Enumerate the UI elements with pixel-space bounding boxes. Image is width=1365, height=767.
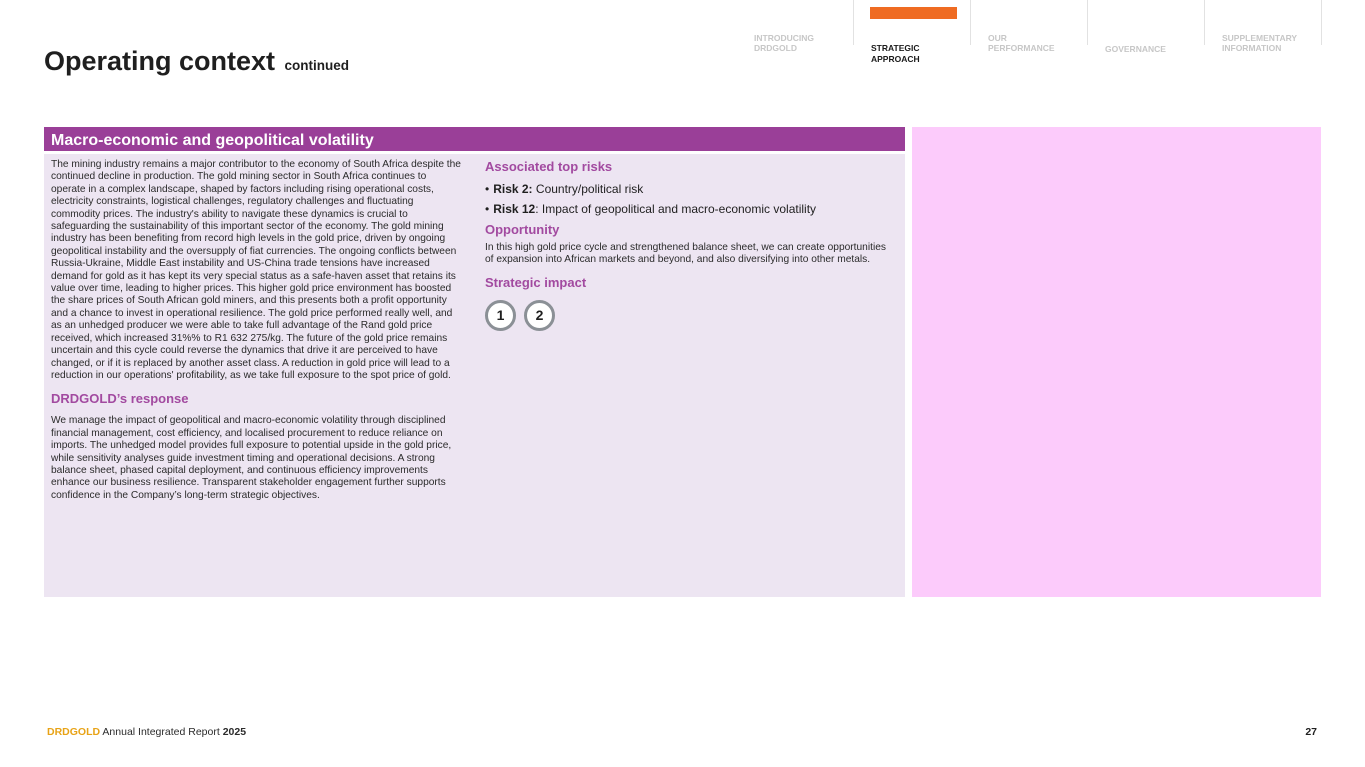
nav-tab-label: INTRODUCING DRDGOLD xyxy=(754,32,814,53)
nav-tab-label: OUR PERFORMANCE xyxy=(988,32,1055,53)
strategic-impact-badge-1: 1 xyxy=(485,300,516,331)
top-navigation xyxy=(737,0,1322,64)
risk-item xyxy=(485,182,895,196)
footer-report-title xyxy=(47,726,246,738)
risk-text: Country/political risk xyxy=(532,182,644,196)
context-paragraph: The mining industry remains a major contributor to the economy of South Africa despite the continued decline in production. The gold mining sector in South Africa continues to operate in a complex landscape, shaped by factors including rising operational costs, electricity constraints, logistical challenges, regulatory challenges and fluctuating commodity prices. The industry's ability to navigate these dynamics is crucial to safeguarding the sustainability of this important sector of the economy. The gold mining industry has been benefiting from record high levels in the gold price, driven by ongoing geopolitical instability and the oversupply of fiat currencies. The ongoing conflicts between Russia-Ukraine, Middle East instability and US-China trade tensions have increased demand for gold as it has kept its very special status as a safe-haven asset that retains its value over time, leading to higher prices. This higher gold price environment has boosted the share prices of South African gold miners, and this presents both a profit opportunity and a chance to invest in operational resilience. The gold price performed really well, and as an unhedged producer we were able to take full advantage of the Rand gold price received, which increased 31%% to R1 632 275/kg. The future of the gold price remains uncertain and this cycle could reverse the dynamics that drive it are perceived to have changed, or if it is replaced by another asset class. A reduction in gold price will lead to a reduction in our operations' profitability, as we take full exposure to the spot price of gold. xyxy=(51,159,461,381)
risks-heading: Associated top risks xyxy=(485,159,613,174)
nav-tab-label: STRATEGIC APPROACH xyxy=(871,43,920,64)
context-column xyxy=(51,159,463,502)
response-heading: DRDGOLD’s response xyxy=(51,391,189,407)
nav-tab-strategic-approach[interactable] xyxy=(854,0,971,64)
active-tab-marker xyxy=(870,7,957,19)
risk-id: Risk 12 xyxy=(493,202,536,216)
panel-heading: Macro-economic and geopolitical volatility xyxy=(44,127,905,154)
opportunity-heading: Opportunity xyxy=(485,222,560,237)
opportunity-paragraph: In this high gold price cycle and strengthened balance sheet, we can create opportunities of expansion into African markets and beyond, and also diversifying into other metals. xyxy=(485,242,886,266)
strategic-impact-badge-2: 2 xyxy=(524,300,555,331)
side-image-box xyxy=(912,127,1321,597)
nav-tab-our-performance[interactable] xyxy=(971,0,1088,53)
page-title xyxy=(44,46,349,77)
page-title-text: Operating context xyxy=(44,46,276,76)
bullet-icon: • xyxy=(485,202,490,216)
risk-item xyxy=(485,202,895,216)
page-subtitle: continued xyxy=(284,58,350,73)
footer-report-label: Annual Integrated Report xyxy=(100,726,223,738)
nav-tab-label: GOVERNANCE xyxy=(1105,43,1166,54)
nav-tab-governance[interactable] xyxy=(1088,0,1205,54)
bullet-icon: • xyxy=(485,182,490,196)
footer-year: 2025 xyxy=(222,726,247,738)
nav-tab-introducing-drdgold[interactable] xyxy=(737,0,854,53)
risk-text: : Impact of geopolitical and macro-economic volatility xyxy=(535,202,817,216)
strategic-impact-heading: Strategic impact xyxy=(485,274,587,290)
macro-economic-panel xyxy=(44,127,905,597)
strategic-impact-badges xyxy=(485,300,895,331)
response-paragraph: We manage the impact of geopolitical and macro-economic volatility through disciplined financial management, cost efficiency, and localised procurement to reduce reliance on imports. The unhedged model provides full exposure to potential upside in the gold price, while sensitivity analyses guide investment timing and operational decisions. A strong balance sheet, phased capital deployment, and continuous efficiency improvements enhance our business resilience. Transparent stakeholder engagement further supports confidence in the Company’s long-term strategic objectives. xyxy=(51,415,452,501)
risk-id: Risk 2: xyxy=(493,182,533,196)
nav-tab-label: SUPPLEMENTARY INFORMATION xyxy=(1222,32,1298,53)
nav-tab-supplementary-information[interactable] xyxy=(1205,0,1322,53)
risks-column xyxy=(485,159,895,331)
footer-brand: DRDGOLD xyxy=(47,726,101,738)
page-number: 27 xyxy=(1305,726,1317,738)
